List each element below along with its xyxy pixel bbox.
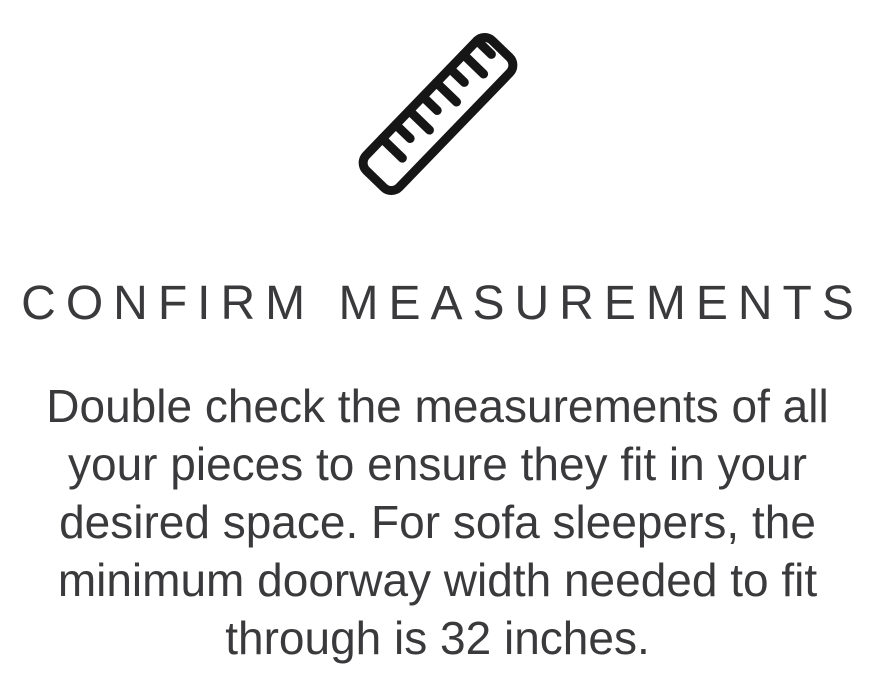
ruler-icon bbox=[338, 14, 538, 214]
ruler-tick bbox=[395, 125, 409, 139]
section-heading: CONFIRM MEASUREMENTS bbox=[21, 277, 864, 330]
section-description bbox=[0, 377, 875, 667]
description-line-1: Double check the measurements of all bbox=[46, 380, 829, 432]
description-line-2: your pieces to ensure they fit in your bbox=[68, 438, 807, 490]
description-line-3: desired space. For sofa sleepers, the bbox=[59, 496, 816, 548]
ruler-tick bbox=[382, 139, 402, 158]
ruler-tick bbox=[436, 83, 456, 102]
ruler-tick bbox=[409, 111, 429, 130]
description-line-5: through is 32 inches. bbox=[225, 612, 650, 664]
description-line-4: minimum doorway width needed to fit bbox=[57, 554, 818, 606]
ruler-tick bbox=[463, 55, 483, 74]
ruler-tick bbox=[449, 69, 463, 83]
ruler-tick bbox=[422, 97, 436, 111]
